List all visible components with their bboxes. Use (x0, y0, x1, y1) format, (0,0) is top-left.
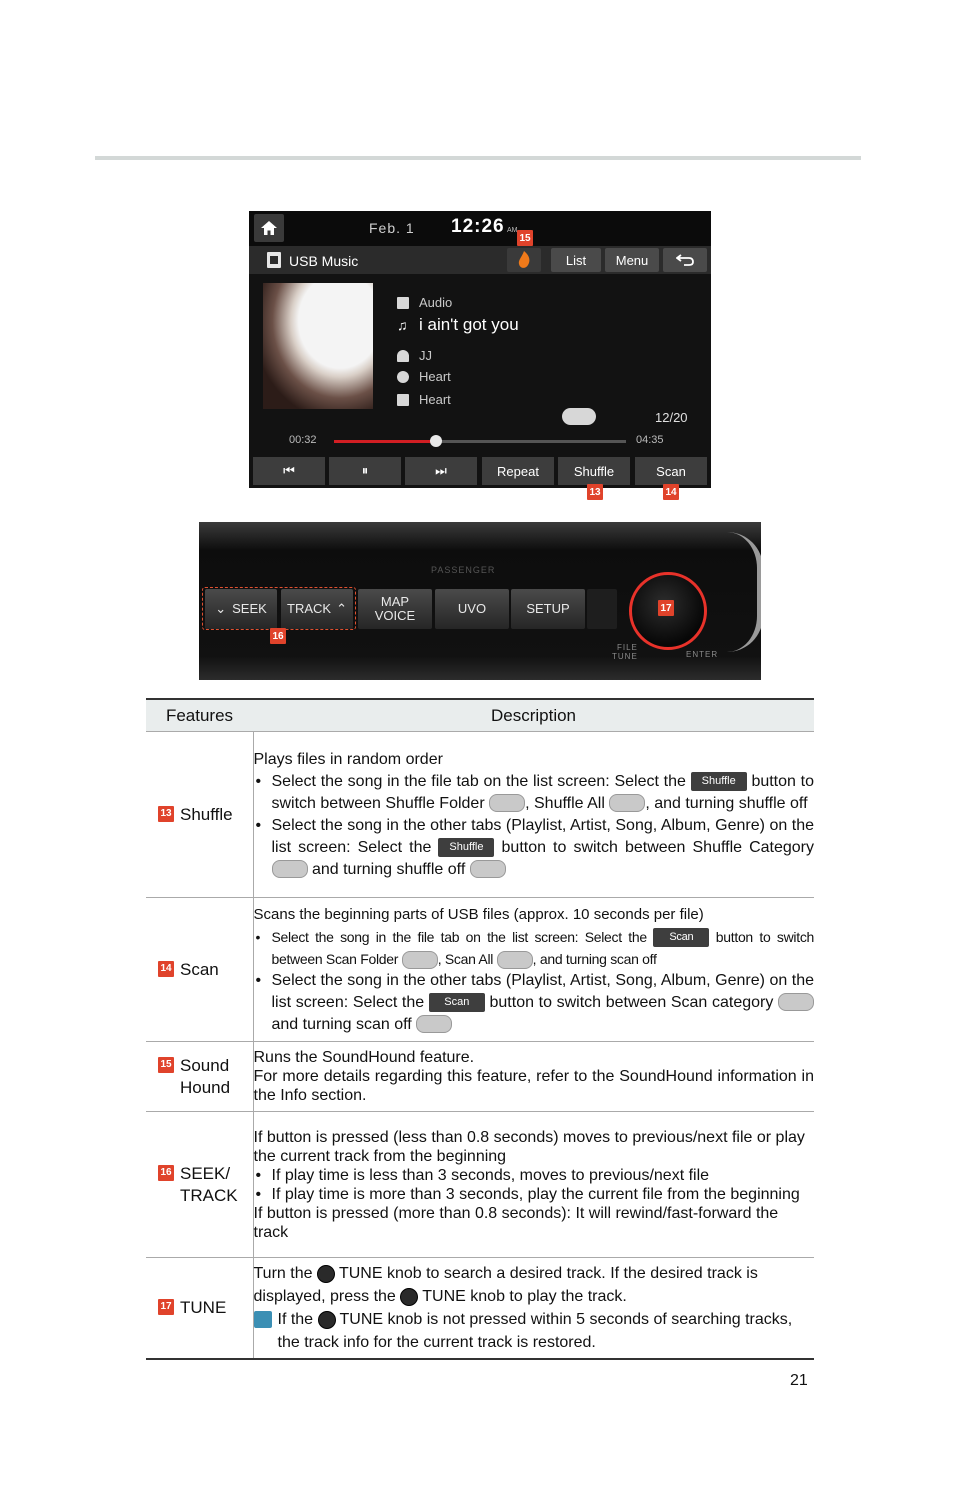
date-display: Feb. 1 (369, 220, 415, 236)
feature-name-line1: Sound (180, 1055, 230, 1075)
pause-icon: ⏸ (361, 463, 369, 478)
marker-16: 16 (270, 628, 286, 644)
marker-17: 17 (658, 600, 674, 616)
back-button[interactable] (663, 248, 707, 272)
text: knob to search a desired track. If the desired track is displayed, press the (253, 1264, 758, 1305)
elapsed-time: 00:32 (289, 434, 317, 446)
repeat-button[interactable]: Repeat (482, 457, 554, 485)
feature-name-line2: TRACK (180, 1185, 238, 1205)
text: , Shuffle All (525, 794, 605, 812)
text: and turning scan off (271, 1015, 412, 1033)
scan-button-icon: Scan (653, 928, 709, 947)
table-row (146, 1258, 814, 1359)
marker-17-badge: 17 (158, 1299, 174, 1315)
marker-13-badge: 13 (158, 806, 174, 822)
genre-icon (397, 371, 409, 383)
tune-word: TUNE (422, 1287, 466, 1305)
folder-icon (397, 297, 409, 309)
voice-label: VOICE (374, 608, 416, 623)
scan-folder-icon (402, 951, 438, 969)
feature-cell (146, 1258, 253, 1359)
description-cell (248, 1258, 814, 1359)
text: button to switch between Scan Folder (271, 928, 815, 967)
console-panel (199, 522, 761, 680)
panel-trim (727, 532, 761, 652)
scan-button-icon: Scan (429, 993, 485, 1012)
blank-panel-button (587, 589, 617, 629)
album-name: Heart (419, 392, 451, 407)
clock-display: 12:26 (451, 216, 505, 237)
list-item: • If play time is more than 3 seconds, play the current file from the beginning (254, 1185, 815, 1204)
usb-music-icon (267, 252, 281, 268)
table-row (146, 898, 814, 1042)
text: Select the song in the other tabs (Playlist, Artist, Song, Album, Genre) on the list screen: Select the (271, 971, 814, 1011)
folder-name: Audio (419, 295, 453, 310)
enter-label: ENTER (686, 650, 719, 659)
seek-track-highlight (202, 587, 356, 630)
feature-cell (146, 1112, 253, 1258)
description-cell (253, 732, 814, 898)
feature-cell (146, 898, 253, 1042)
feature-cell (146, 732, 253, 898)
passenger-airbag-label: PASSENGER (431, 565, 496, 575)
album-art (263, 283, 373, 409)
scan-category-icon (778, 993, 814, 1011)
text: knob to play the track. (470, 1287, 627, 1305)
description-intro: Plays files in random order (253, 750, 443, 768)
description-cell (253, 1112, 814, 1258)
table-row (146, 1112, 814, 1258)
text: , and turning scan off (532, 950, 657, 967)
pause-button[interactable] (329, 457, 401, 485)
text: Select the song in the file tab on the list screen: Select the (271, 772, 686, 790)
list-item (254, 771, 815, 815)
table-header-row (146, 699, 814, 732)
soundhound-icon (517, 251, 531, 269)
header-rule (95, 156, 861, 160)
home-button[interactable] (254, 214, 284, 242)
feature-name (180, 1163, 238, 1207)
tune-word: TUNE (339, 1310, 384, 1328)
info-note (248, 1308, 815, 1354)
total-time: 04:35 (636, 434, 664, 446)
tune-label: TUNE (612, 652, 638, 661)
next-button[interactable] (405, 457, 477, 485)
uvo-button[interactable]: UVO (435, 589, 509, 629)
list-item: • If play time is less than 3 seconds, moves to previous/next file (254, 1166, 815, 1185)
marker-13: 13 (587, 484, 603, 500)
back-arrow-icon (676, 254, 694, 266)
marker-15-badge: 15 (158, 1057, 174, 1073)
text: button to switch between Shuffle Category (501, 838, 814, 856)
scan-off-icon (416, 1015, 452, 1033)
page-number: 21 (790, 1372, 808, 1389)
text: Select the song in the other tabs (Playlist, Artist, Song, Album, Genre) on the list screen: Select the (271, 816, 814, 856)
text: Turn the (253, 1264, 313, 1282)
source-label: USB Music (289, 253, 359, 269)
description-intro: Scans the beginning parts of USB files (approx. 10 seconds per file) (253, 905, 704, 923)
tune-word: TUNE (338, 1264, 383, 1282)
scan-button[interactable]: Scan (635, 457, 707, 485)
tune-knob-icon (400, 1288, 418, 1306)
feature-name: TUNE (180, 1297, 227, 1317)
marker-16-badge: 16 (158, 1165, 174, 1181)
marker-14-badge: 14 (158, 961, 174, 977)
am-pm-label: AM (507, 227, 518, 234)
description-cell (253, 898, 814, 1042)
shuffle-category-icon (272, 860, 308, 878)
list-item (254, 926, 815, 970)
setup-button[interactable]: SETUP (511, 589, 585, 629)
music-note-icon: ♫ (397, 317, 408, 333)
table-row (146, 732, 814, 898)
head-unit-screen (249, 211, 711, 488)
shuffle-off-icon (470, 860, 506, 878)
previous-button[interactable] (253, 457, 325, 485)
info-icon: i (254, 1311, 272, 1328)
file-label: FILE (617, 643, 638, 652)
description-line: If button is pressed (less than 0.8 seconds) moves to previous/next file or play the current track from the beginning (253, 1128, 805, 1165)
text: button to switch between Shuffle Folder (271, 772, 815, 812)
chevron-up-icon: ⌃ (336, 601, 347, 616)
list-button[interactable]: List (551, 248, 601, 272)
feature-name-line1: SEEK/ (180, 1163, 231, 1183)
genre-name: Heart (419, 369, 451, 384)
features-table (146, 698, 814, 1360)
artist-name: JJ (419, 348, 432, 363)
marker-15: 15 (517, 230, 533, 246)
shuffle-button[interactable]: Shuffle (558, 457, 630, 485)
shuffle-all-icon (609, 794, 645, 812)
features-header: Features (146, 699, 253, 732)
home-icon (261, 221, 277, 235)
map-label: MAP (380, 594, 410, 609)
tune-knob-icon (317, 1265, 335, 1283)
description-line: For more details regarding this feature, refer to the SoundHound information in the Info section. (253, 1068, 814, 1104)
text: , and turning shuffle off (645, 794, 808, 812)
progress-bar[interactable] (334, 440, 626, 443)
artist-icon (397, 350, 409, 362)
text: knob is not pressed within 5 seconds of searching tracks, the track info for the current track is restored. (277, 1310, 793, 1351)
track-counter: 12/20 (655, 410, 688, 425)
menu-button[interactable]: Menu (605, 248, 659, 272)
genre-row (397, 369, 451, 384)
list-item (254, 815, 815, 881)
marker-14: 14 (663, 484, 679, 500)
shuffle-button-icon: Shuffle (438, 838, 494, 857)
description-line: If button is pressed (more than 0.8 seconds): It will rewind/fast-forward the track (253, 1204, 779, 1241)
description-line: Runs the SoundHound feature. (253, 1049, 475, 1066)
song-title: i ain't got you (419, 315, 519, 334)
song-row (397, 315, 519, 335)
feature-cell (146, 1042, 253, 1112)
table-row (146, 1042, 814, 1112)
progress-fill (334, 440, 436, 443)
track-label: TRACK (287, 601, 332, 616)
soundhound-button[interactable] (507, 248, 541, 272)
shuffle-folder-icon (489, 794, 525, 812)
skip-previous-icon: ⏮ (283, 463, 295, 478)
feature-name: Shuffle (180, 804, 233, 824)
text: and turning shuffle off (311, 860, 466, 878)
folder-row (397, 295, 452, 310)
text: , Scan All (437, 950, 494, 967)
scan-all-icon (497, 951, 533, 969)
artist-row (397, 348, 432, 363)
description-cell (253, 1042, 814, 1112)
list-item (254, 970, 815, 1036)
chevron-down-icon: ⌄ (215, 601, 227, 616)
feature-name-line2: Hound (180, 1077, 231, 1097)
description-line (254, 1262, 815, 1308)
album-icon (397, 394, 409, 406)
map-voice-button[interactable] (358, 589, 432, 629)
text: Select the song in the file tab on the list screen: Select the (271, 928, 647, 945)
album-row (397, 392, 451, 407)
text: If the (277, 1310, 314, 1328)
description-header: Description (253, 699, 814, 732)
progress-handle[interactable] (430, 435, 442, 447)
tune-knob-icon (318, 1311, 336, 1329)
seek-label: SEEK (232, 601, 267, 616)
skip-next-icon: ⏭ (435, 463, 447, 478)
text: button to switch between Scan category (489, 993, 774, 1011)
feature-name: Scan (180, 959, 219, 979)
shuffle-button-icon: Shuffle (691, 772, 747, 791)
feature-name (180, 1055, 230, 1099)
repeat-indicator-icon (562, 408, 596, 425)
